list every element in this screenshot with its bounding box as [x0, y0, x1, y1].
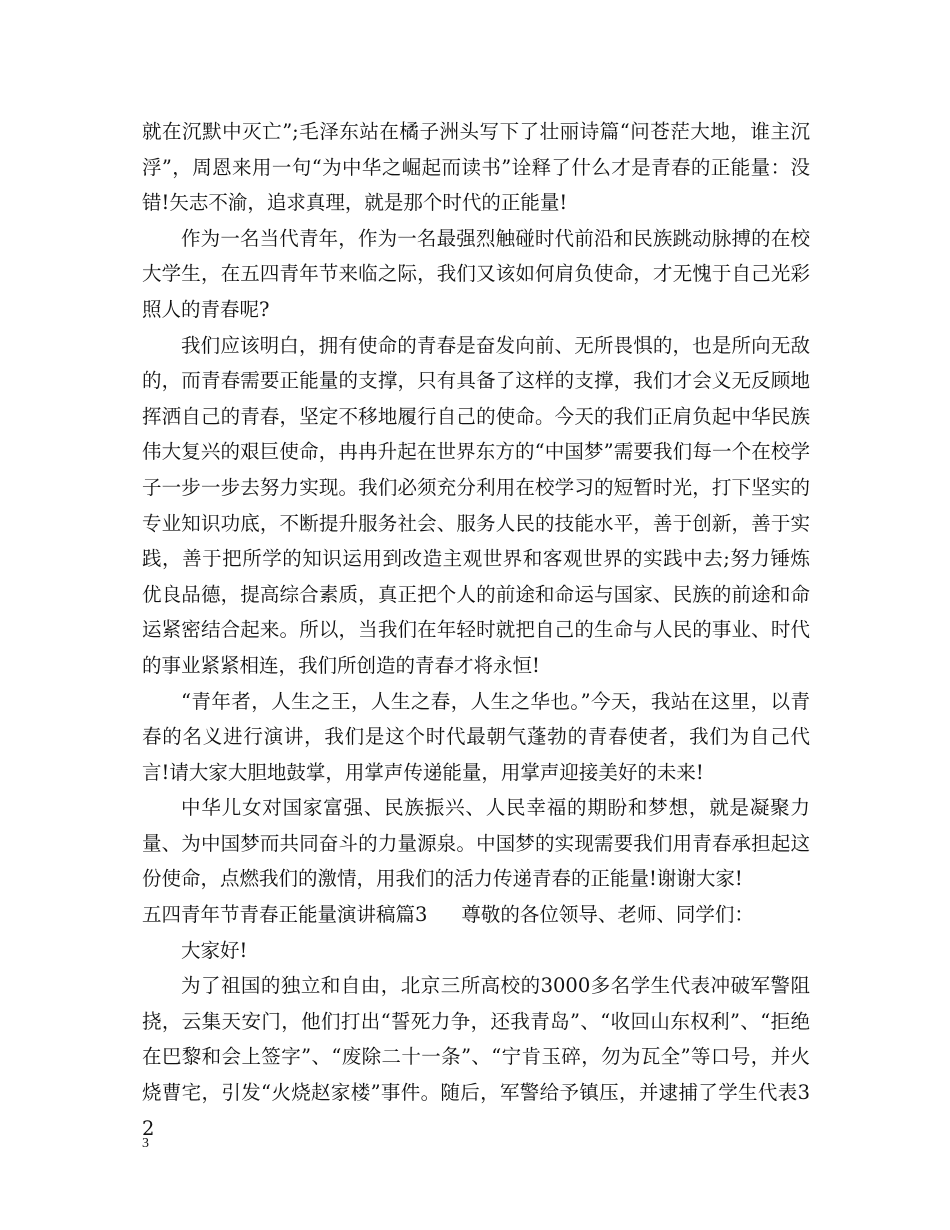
section-heading [142, 897, 810, 933]
page-number: 3 [142, 1136, 149, 1151]
paragraph-2: 作为一名当代青年，作为一名最强烈触碰时代前沿和民族跳动脉搏的在校大学生，在五四青年节来临之际，我们又该如何肩负使命，才无愧于自己光彩照人的青春呢? [142, 226, 810, 321]
greeting-paragraph: 大家好! [181, 938, 248, 962]
document-body [142, 114, 810, 1146]
paragraph-3: 我们应该明白，拥有使命的青春是奋发向前、无所畏惧的，也是所向无敌的，而青春需要正能量的支撑，只有具备了这样的支撑，我们才会义无反顾地挥洒自己的青春，坚定不移地履行自己的使命。今天的我们正肩负起中华民族伟大复兴的艰巨使命，冉冉升起在世界东方的“中国梦”需要我们每一个在校学子一步一步去努力实现。我们必须充分利用在校学习的短暂时光，打下坚实的专业知识功底，不断提升服务社会、服务人民的技能水平，善于创新，善于实践，善于把所学的知识运用到改造主观世界和客观世界的实践中去;努力锤炼优良品德，提高综合素质，真正把个人的前途和命运与国家、民族的前途和命运紧密结合起来。所以，当我们在年轻时就把自己的生命与人民的事业、时代的事业紧紧相连，我们所创造的青春才将永恒! [142, 333, 810, 677]
section-title: 五四青年节青春正能量演讲稿篇3 [142, 903, 428, 927]
paragraph-history: 为了祖国的独立和自由，北京三所高校的3000多名学生代表冲破军警阻挠，云集天安门，他们打出“誓死力争，还我青岛”、“收回山东权利”、“拒绝在巴黎和会上签字”、“废除二十一条”、“宁肯玉碎，勿为瓦全”等口号，并火烧曹宅，引发“火烧赵家楼”事件。随后，军警给予镇压，并逮捕了学生代表32 [142, 974, 810, 1140]
paragraph-5: 中华儿女对国家富强、民族振兴、人民幸福的期盼和梦想，就是凝聚力量、为中国梦而共同奋斗的力量源泉。中国梦的实现需要我们用青春承担起这份使命，点燃我们的激情，用我们的活力传递青春的正能量!谢谢大家! [142, 796, 810, 891]
paragraph-1: 就在沉默中灭亡”;毛泽东站在橘子洲头写下了壮丽诗篇“问苍茫大地，谁主沉浮”，周恩来用一句“为中华之崛起而读书”诠释了什么才是青春的正能量：没错!矢志不渝，追求真理，就是那个时代的正能量! [142, 120, 810, 215]
paragraph-4: “青年者，人生之王，人生之春，人生之华也。”今天，我站在这里，以青春的名义进行演讲，我们是这个时代最朝气蓬勃的青春使者，我们为自己代言!请大家大胆地鼓掌，用掌声传递能量，用掌声迎接美好的未来! [142, 689, 810, 784]
salutation: 尊敬的各位领导、老师、同学们： [461, 903, 754, 927]
